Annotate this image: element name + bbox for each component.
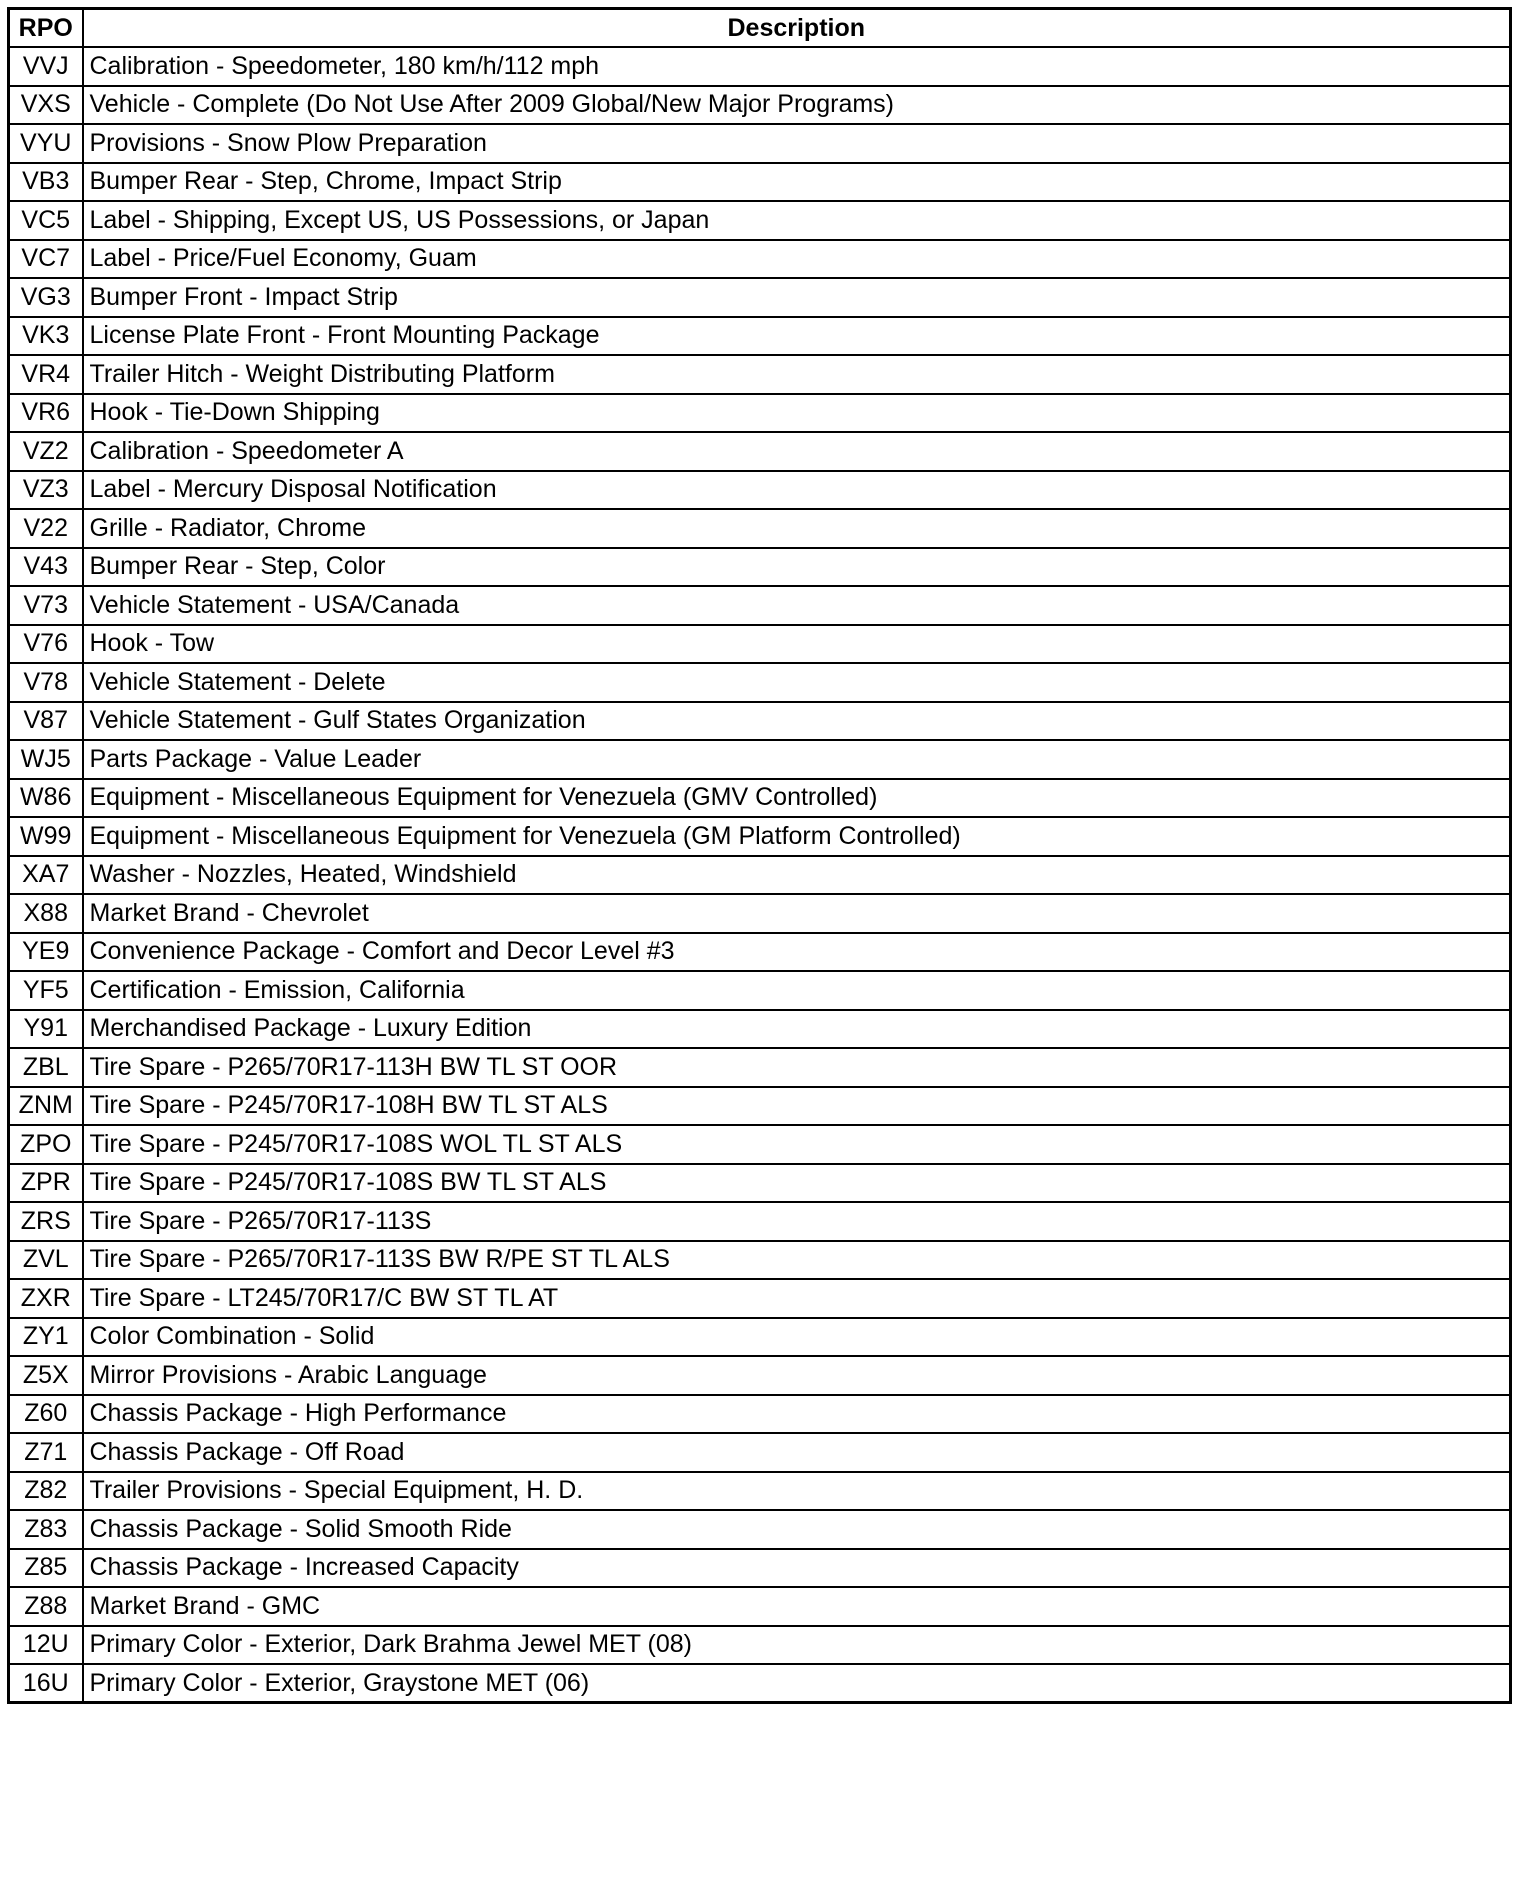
rpo-code-cell: Y91: [9, 1010, 83, 1049]
description-cell: Calibration - Speedometer, 180 km/h/112 mph: [83, 47, 1511, 86]
table-row: [9, 663, 1511, 702]
table-row: [9, 163, 1511, 202]
table-row: [9, 1087, 1511, 1126]
description-cell: Trailer Provisions - Special Equipment, H. D.: [83, 1472, 1511, 1511]
description-cell: Chassis Package - High Performance: [83, 1395, 1511, 1434]
description-cell: Merchandised Package - Luxury Edition: [83, 1010, 1511, 1049]
rpo-code-cell: V87: [9, 702, 83, 741]
table-row: [9, 1202, 1511, 1241]
rpo-code-cell: Z85: [9, 1549, 83, 1588]
description-cell: Tire Spare - P245/70R17-108H BW TL ST ALS: [83, 1087, 1511, 1126]
table-row: [9, 586, 1511, 625]
table-row: [9, 548, 1511, 587]
rpo-code-cell: V78: [9, 663, 83, 702]
description-cell: Bumper Rear - Step, Color: [83, 548, 1511, 587]
table-row: [9, 1587, 1511, 1626]
rpo-code-cell: ZNM: [9, 1087, 83, 1126]
table-row: [9, 1472, 1511, 1511]
description-cell: Hook - Tow: [83, 625, 1511, 664]
table-row: [9, 1395, 1511, 1434]
rpo-code-cell: Z5X: [9, 1356, 83, 1395]
description-cell: Vehicle Statement - USA/Canada: [83, 586, 1511, 625]
rpo-code-cell: VVJ: [9, 47, 83, 86]
table-row: [9, 625, 1511, 664]
description-cell: Tire Spare - P265/70R17-113H BW TL ST OOR: [83, 1048, 1511, 1087]
description-cell: Tire Spare - P265/70R17-113S BW R/PE ST TL ALS: [83, 1241, 1511, 1280]
description-cell: Provisions - Snow Plow Preparation: [83, 124, 1511, 163]
rpo-code-cell: Z82: [9, 1472, 83, 1511]
description-cell: Trailer Hitch - Weight Distributing Platform: [83, 355, 1511, 394]
rpo-code-cell: Z71: [9, 1433, 83, 1472]
description-cell: Calibration - Speedometer A: [83, 432, 1511, 471]
rpo-code-cell: VR4: [9, 355, 83, 394]
table-row: [9, 1433, 1511, 1472]
table-row: [9, 471, 1511, 510]
rpo-code-cell: Z60: [9, 1395, 83, 1434]
rpo-code-cell: V43: [9, 548, 83, 587]
rpo-code-cell: VR6: [9, 394, 83, 433]
table-row: [9, 702, 1511, 741]
description-cell: Chassis Package - Increased Capacity: [83, 1549, 1511, 1588]
rpo-code-cell: VC7: [9, 240, 83, 279]
table-row: [9, 779, 1511, 818]
rpo-code-cell: VZ3: [9, 471, 83, 510]
description-cell: Bumper Rear - Step, Chrome, Impact Strip: [83, 163, 1511, 202]
rpo-code-cell: W99: [9, 817, 83, 856]
rpo-code-cell: YE9: [9, 933, 83, 972]
table-row: [9, 86, 1511, 125]
table-row: [9, 1549, 1511, 1588]
table-body: [9, 47, 1511, 1703]
description-cell: Grille - Radiator, Chrome: [83, 509, 1511, 548]
table-row: [9, 240, 1511, 279]
description-cell: Chassis Package - Off Road: [83, 1433, 1511, 1472]
description-cell: Mirror Provisions - Arabic Language: [83, 1356, 1511, 1395]
table-row: [9, 278, 1511, 317]
table-row: [9, 1626, 1511, 1665]
description-cell: Label - Mercury Disposal Notification: [83, 471, 1511, 510]
table-row: [9, 1241, 1511, 1280]
rpo-code-cell: V22: [9, 509, 83, 548]
description-cell: Primary Color - Exterior, Graystone MET (06): [83, 1664, 1511, 1703]
rpo-code-cell: ZRS: [9, 1202, 83, 1241]
table-row: [9, 1356, 1511, 1395]
table-row: [9, 47, 1511, 86]
description-cell: Tire Spare - P245/70R17-108S BW TL ST ALS: [83, 1164, 1511, 1203]
rpo-code-cell: ZVL: [9, 1241, 83, 1280]
table-row: [9, 856, 1511, 895]
description-cell: Convenience Package - Comfort and Decor Level #3: [83, 933, 1511, 972]
table-row: [9, 1664, 1511, 1703]
header-row: [9, 9, 1511, 48]
rpo-code-cell: VK3: [9, 317, 83, 356]
table-row: [9, 740, 1511, 779]
table-row: [9, 1125, 1511, 1164]
table-row: [9, 894, 1511, 933]
description-cell: Bumper Front - Impact Strip: [83, 278, 1511, 317]
rpo-code-cell: VZ2: [9, 432, 83, 471]
table-row: [9, 933, 1511, 972]
table-row: [9, 1318, 1511, 1357]
rpo-code-cell: 16U: [9, 1664, 83, 1703]
description-cell: Vehicle Statement - Gulf States Organization: [83, 702, 1511, 741]
rpo-code-cell: V76: [9, 625, 83, 664]
description-cell: Equipment - Miscellaneous Equipment for Venezuela (GMV Controlled): [83, 779, 1511, 818]
description-cell: Primary Color - Exterior, Dark Brahma Jewel MET (08): [83, 1626, 1511, 1665]
description-cell: Certification - Emission, California: [83, 971, 1511, 1010]
table-row: [9, 1010, 1511, 1049]
description-cell: Market Brand - GMC: [83, 1587, 1511, 1626]
header-description: Description: [83, 9, 1511, 48]
table-row: [9, 971, 1511, 1010]
rpo-code-cell: VB3: [9, 163, 83, 202]
table-row: [9, 817, 1511, 856]
rpo-code-cell: ZPO: [9, 1125, 83, 1164]
rpo-code-cell: ZPR: [9, 1164, 83, 1203]
description-cell: Vehicle Statement - Delete: [83, 663, 1511, 702]
description-cell: Label - Price/Fuel Economy, Guam: [83, 240, 1511, 279]
description-cell: Parts Package - Value Leader: [83, 740, 1511, 779]
rpo-code-cell: VXS: [9, 86, 83, 125]
table-row: [9, 1279, 1511, 1318]
rpo-table: [7, 7, 1512, 1704]
table-row: [9, 1510, 1511, 1549]
rpo-code-cell: X88: [9, 894, 83, 933]
rpo-code-cell: W86: [9, 779, 83, 818]
table-row: [9, 317, 1511, 356]
description-cell: Washer - Nozzles, Heated, Windshield: [83, 856, 1511, 895]
description-cell: Tire Spare - LT245/70R17/C BW ST TL AT: [83, 1279, 1511, 1318]
rpo-code-cell: 12U: [9, 1626, 83, 1665]
description-cell: Hook - Tie-Down Shipping: [83, 394, 1511, 433]
header-rpo: RPO: [9, 9, 83, 48]
rpo-code-cell: Z88: [9, 1587, 83, 1626]
rpo-code-cell: YF5: [9, 971, 83, 1010]
table-row: [9, 509, 1511, 548]
rpo-code-cell: XA7: [9, 856, 83, 895]
table-row: [9, 1164, 1511, 1203]
rpo-code-cell: ZY1: [9, 1318, 83, 1357]
description-cell: Color Combination - Solid: [83, 1318, 1511, 1357]
description-cell: Vehicle - Complete (Do Not Use After 2009 Global/New Major Programs): [83, 86, 1511, 125]
rpo-code-cell: VYU: [9, 124, 83, 163]
rpo-code-cell: VC5: [9, 201, 83, 240]
table-row: [9, 355, 1511, 394]
table-row: [9, 201, 1511, 240]
table-row: [9, 1048, 1511, 1087]
description-cell: Tire Spare - P245/70R17-108S WOL TL ST ALS: [83, 1125, 1511, 1164]
rpo-code-cell: Z83: [9, 1510, 83, 1549]
description-cell: Equipment - Miscellaneous Equipment for Venezuela (GM Platform Controlled): [83, 817, 1511, 856]
description-cell: Market Brand - Chevrolet: [83, 894, 1511, 933]
table-row: [9, 124, 1511, 163]
table-row: [9, 432, 1511, 471]
description-cell: License Plate Front - Front Mounting Package: [83, 317, 1511, 356]
rpo-code-cell: VG3: [9, 278, 83, 317]
table-row: [9, 394, 1511, 433]
description-cell: Chassis Package - Solid Smooth Ride: [83, 1510, 1511, 1549]
rpo-code-cell: V73: [9, 586, 83, 625]
rpo-code-cell: ZBL: [9, 1048, 83, 1087]
rpo-code-cell: ZXR: [9, 1279, 83, 1318]
description-cell: Tire Spare - P265/70R17-113S: [83, 1202, 1511, 1241]
table-header: [9, 9, 1511, 48]
rpo-code-cell: WJ5: [9, 740, 83, 779]
description-cell: Label - Shipping, Except US, US Possessions, or Japan: [83, 201, 1511, 240]
